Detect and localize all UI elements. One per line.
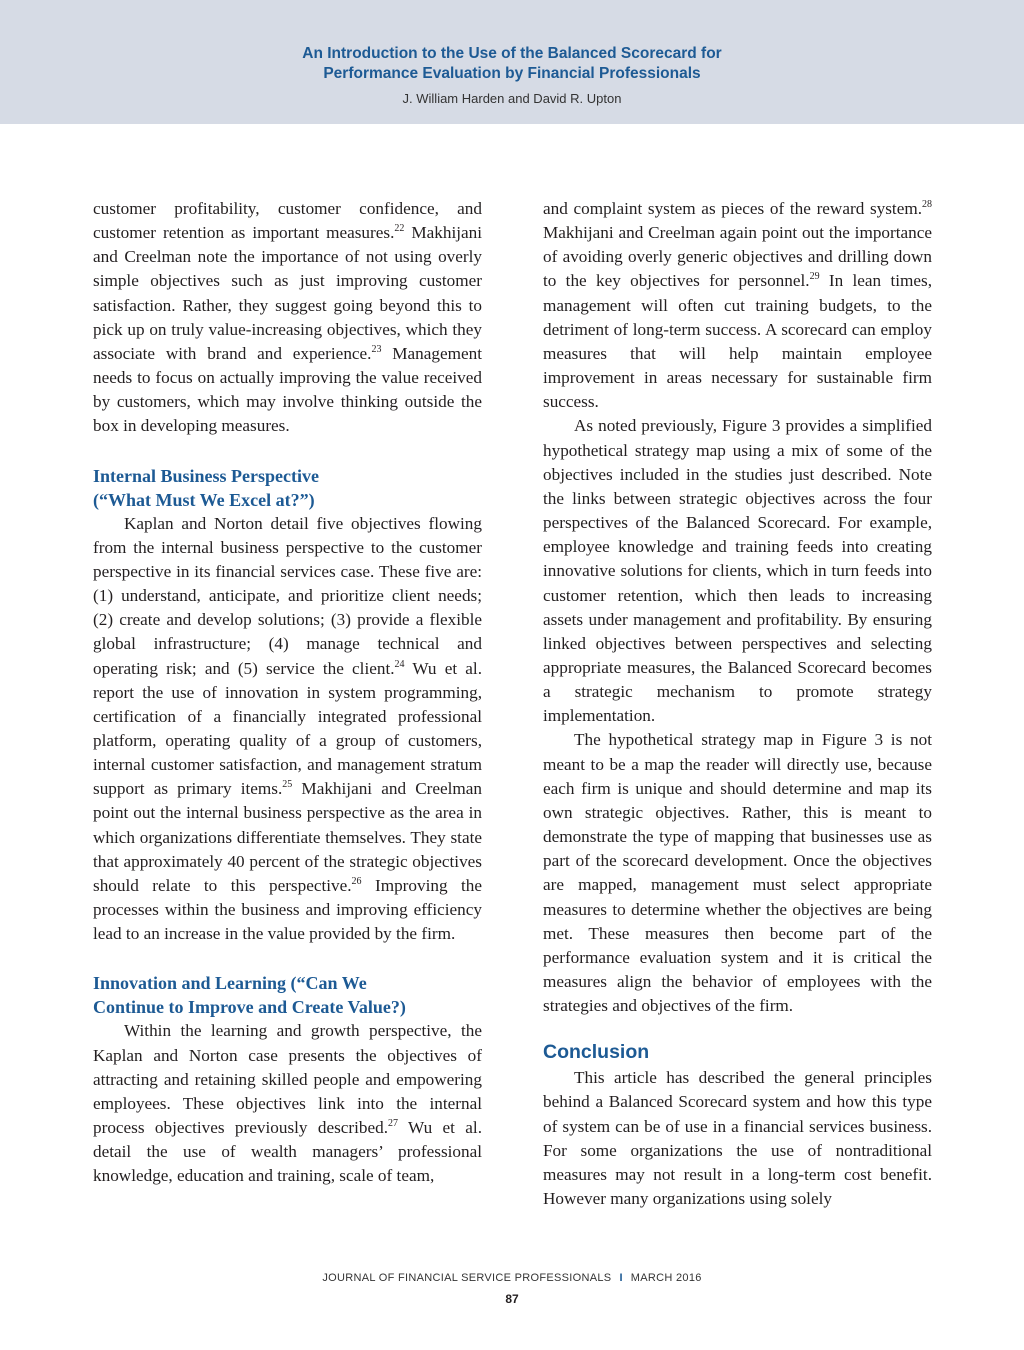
article-title xyxy=(0,44,1024,84)
left-column xyxy=(93,197,482,1188)
running-header xyxy=(0,0,1024,124)
footnote-ref: 22 xyxy=(394,223,405,235)
paragraph: and complaint system as pieces of the reward system.$^{28}$ Makhijani and Creelman again point out the importance of avoiding overly generic objectives and drilling down to the key objectives for personnel.$^{29}$ In lean times, management will often cut training budgets, to the detriment of long-term success. A scorecard can employ measures that will help maintain employee improvement in areas necessary for sustainable firm success. xyxy=(543,199,932,412)
article-title-line-2: Performance Evaluation by Financial Professionals xyxy=(323,65,701,82)
footnote-ref: 28 xyxy=(922,199,932,210)
section-heading-internal-business: Internal Business Perspective (“What Must We Excel at?”) xyxy=(93,465,319,510)
paragraph: customer profitability, customer confidence, and customer retention as important measures.$^{22}$ Makhijani and Creelman note the importance of not using overly simple objectives such as just improving customer satisfaction. Rather, they suggest going beyond this to pick up on truly value-increasing objectives, which they associate with brand and experience.$^{23}$ Management needs to focus on actually improving the value received by customers, which may involve thinking outside the box in developing measures. xyxy=(93,199,482,436)
section-heading-innovation-learning: Innovation and Learning (“Can We Continue to Improve and Create Value?) xyxy=(93,973,406,1018)
footer-separator: I xyxy=(619,1272,623,1284)
footnote-ref: 27 xyxy=(388,1118,399,1129)
footnote-ref: 24 xyxy=(394,658,405,670)
paragraph: This article has described the general principles behind a Balanced Scorecard system and how this type of system can be of use in a financial services business. For some organizations the use of nontraditional measures may not result in a long-term cost benefit. However many organizations using solely xyxy=(543,1068,932,1209)
footnote-ref: 29 xyxy=(809,271,820,283)
paragraph: Kaplan and Norton detail five objectives flowing from the internal business perspective to the customer perspective in its financial services case. These five are: (1) understand, anticipate, and prioritize client needs; (2) create and develop solutions; (3) provide a flexible global infrastructure; (4) manage technical and operating risk; and (5) service the client.$^{24}$ Wu et al. report the use of innovation in system programming, certification of a financially integrated professional platform, operating quality of a group of customers, internal customer satisfaction, and management stratum support as primary items.$^{25}$ Makhijani and Creelman point out the internal business perspective as the area in which organizations differentiate themselves. They state that approximately 40 percent of the strategic objectives should relate to this perspective.$^{26}$ Improving the processes within the business and improving efficiency lead to an increase in the value provided by the firm. xyxy=(93,513,483,944)
paragraph: The hypothetical strategy map in Figure 3 is not meant to be a map the reader will directly use, because each firm is unique and should determine and map its own strategic objectives. Rather, this is meant to demonstrate the type of mapping that businesses use as part of the scorecard development. Once the objectives are mapped, management must select appropriate measures to determine whether the objectives are being met. These measures then become part of the performance evaluation system and it is critical the measures align the behavior of employees with the strategies and objectives of the firm. xyxy=(543,730,932,1016)
footnote-ref: 26 xyxy=(351,875,362,887)
running-footer xyxy=(0,1272,1024,1284)
article-title-line-1: An Introduction to the Use of the Balanced Scorecard for xyxy=(302,45,722,62)
journal-name: JOURNAL OF FINANCIAL SERVICE PROFESSIONALS xyxy=(322,1272,612,1284)
paragraph: As noted previously, Figure 3 provides a simplified hypothetical strategy map using a mix of some of the objectives included in the studies just described. Note the links between strategic objectives across the four perspectives of the Balanced Scorecard. For example, employee knowledge and training feeds into creating innovative solutions for clients, which in turn feeds into customer retention, which then leads to increasing assets under management and profitability. By ensuring linked objectives between perspectives and selecting appropriate measures, the Balanced Scorecard becomes a strategic mechanism to promote strategy implementation. xyxy=(543,416,932,726)
article-authors: J. William Harden and David R. Upton xyxy=(402,91,622,106)
section-heading-conclusion: Conclusion xyxy=(543,1041,650,1064)
footnote-ref: 23 xyxy=(371,343,382,355)
page-number: 87 xyxy=(505,1292,519,1306)
paragraph: Within the learning and growth perspective, the Kaplan and Norton case presents the objectives of attracting and retaining skilled people and empowering employees. These objectives link into the internal process objectives previously described.$^{27}$ Wu et al. detail the use of wealth managers’ professional knowledge, education and training, scale of team, xyxy=(93,1021,482,1186)
footnote-ref: 25 xyxy=(282,779,293,791)
issue-date: MARCH 2016 xyxy=(630,1272,702,1284)
right-column xyxy=(543,197,932,1211)
